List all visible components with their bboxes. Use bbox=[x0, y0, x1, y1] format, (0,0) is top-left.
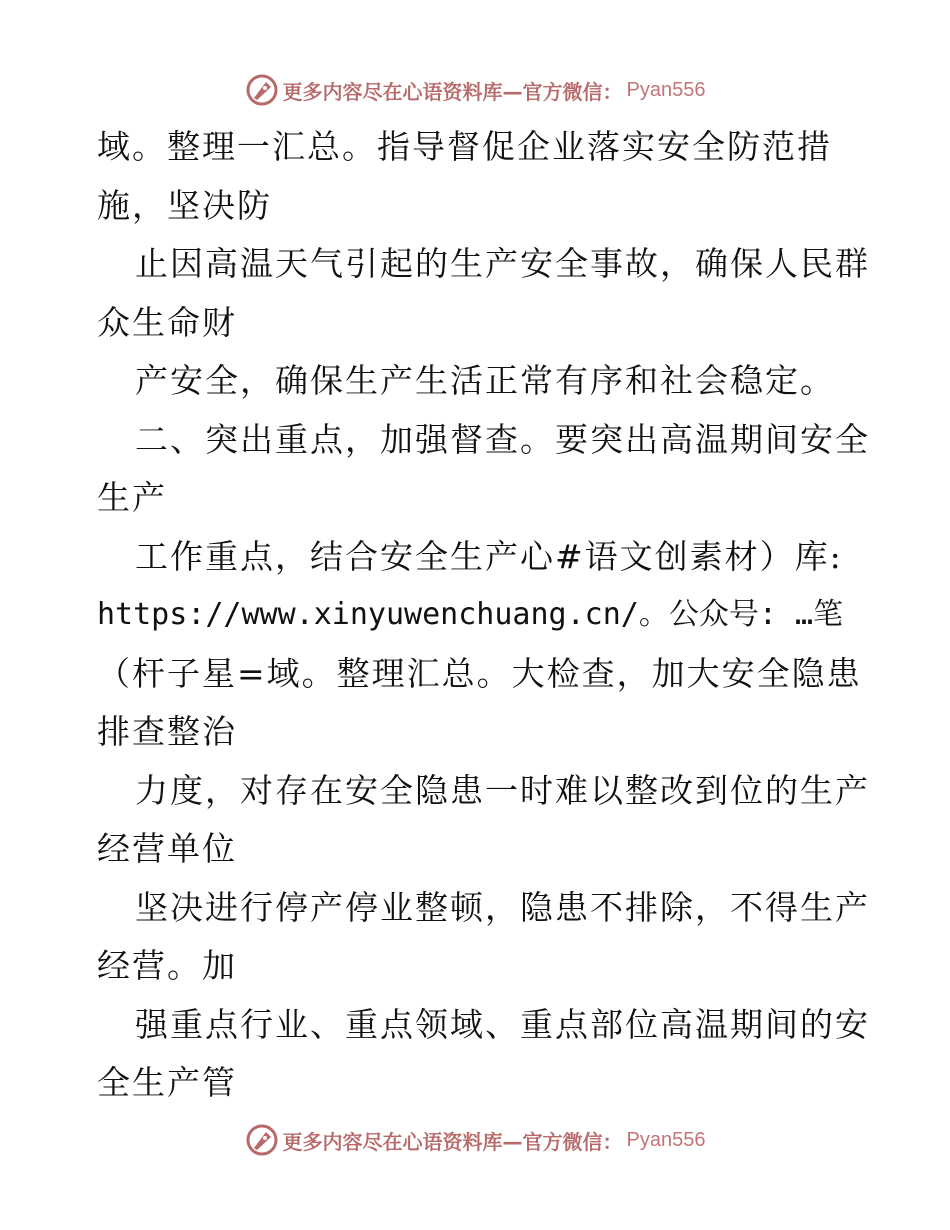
text-line: 坚决进行停产停业整顿，隐患不排除，不得生产 bbox=[135, 887, 870, 927]
text-line: 众生命财 bbox=[97, 302, 237, 342]
text-line: 施，坚决防 bbox=[97, 185, 272, 225]
text-line: 力度，对存在安全隐患一时难以整改到位的生产 bbox=[135, 770, 870, 810]
banner-account: Pyan556 bbox=[626, 1128, 706, 1151]
text-line: （杆子星=域。整理汇总。大检查，加大安全隐患 bbox=[97, 653, 862, 693]
banner-text: 更多内容尽在心语资料库—官方微信： bbox=[282, 79, 623, 104]
footer-banner bbox=[0, 1120, 950, 1160]
text-line: 产安全，确保生产生活正常有序和社会稳定。 bbox=[135, 361, 835, 400]
text-line: 工作重点，结合安全生产心#语文创素材）库: bbox=[135, 536, 843, 576]
banner-text: 更多内容尽在心语资料库—官方微信： bbox=[282, 1129, 623, 1154]
pen-nib-circle-icon bbox=[245, 1123, 279, 1157]
header-banner bbox=[0, 70, 950, 110]
document-body bbox=[97, 118, 870, 1113]
text-line: 二、突出重点，加强督查。要突出高温期间安全 bbox=[135, 419, 870, 459]
text-line: 经营单位 bbox=[97, 829, 237, 868]
text-line: 生产 bbox=[97, 478, 167, 517]
text-line: 排查整治 bbox=[97, 712, 237, 751]
pen-nib-circle-icon bbox=[245, 73, 279, 107]
url-line: https://www.xinyuwenchuang.cn/。公众号: …笔 bbox=[97, 597, 844, 632]
text-line: 强重点行业、重点领域、重点部位高温期间的安 bbox=[135, 1004, 870, 1044]
text-line: 全生产管 bbox=[97, 1063, 237, 1102]
text-line: 止因高温天气引起的生产安全事故，确保人民群 bbox=[135, 244, 870, 283]
banner-account: Pyan556 bbox=[626, 78, 706, 101]
text-line: 域。整理一汇总。指导督促企业落实安全防范措 bbox=[97, 127, 832, 166]
text-line: 经营。加 bbox=[97, 946, 237, 985]
